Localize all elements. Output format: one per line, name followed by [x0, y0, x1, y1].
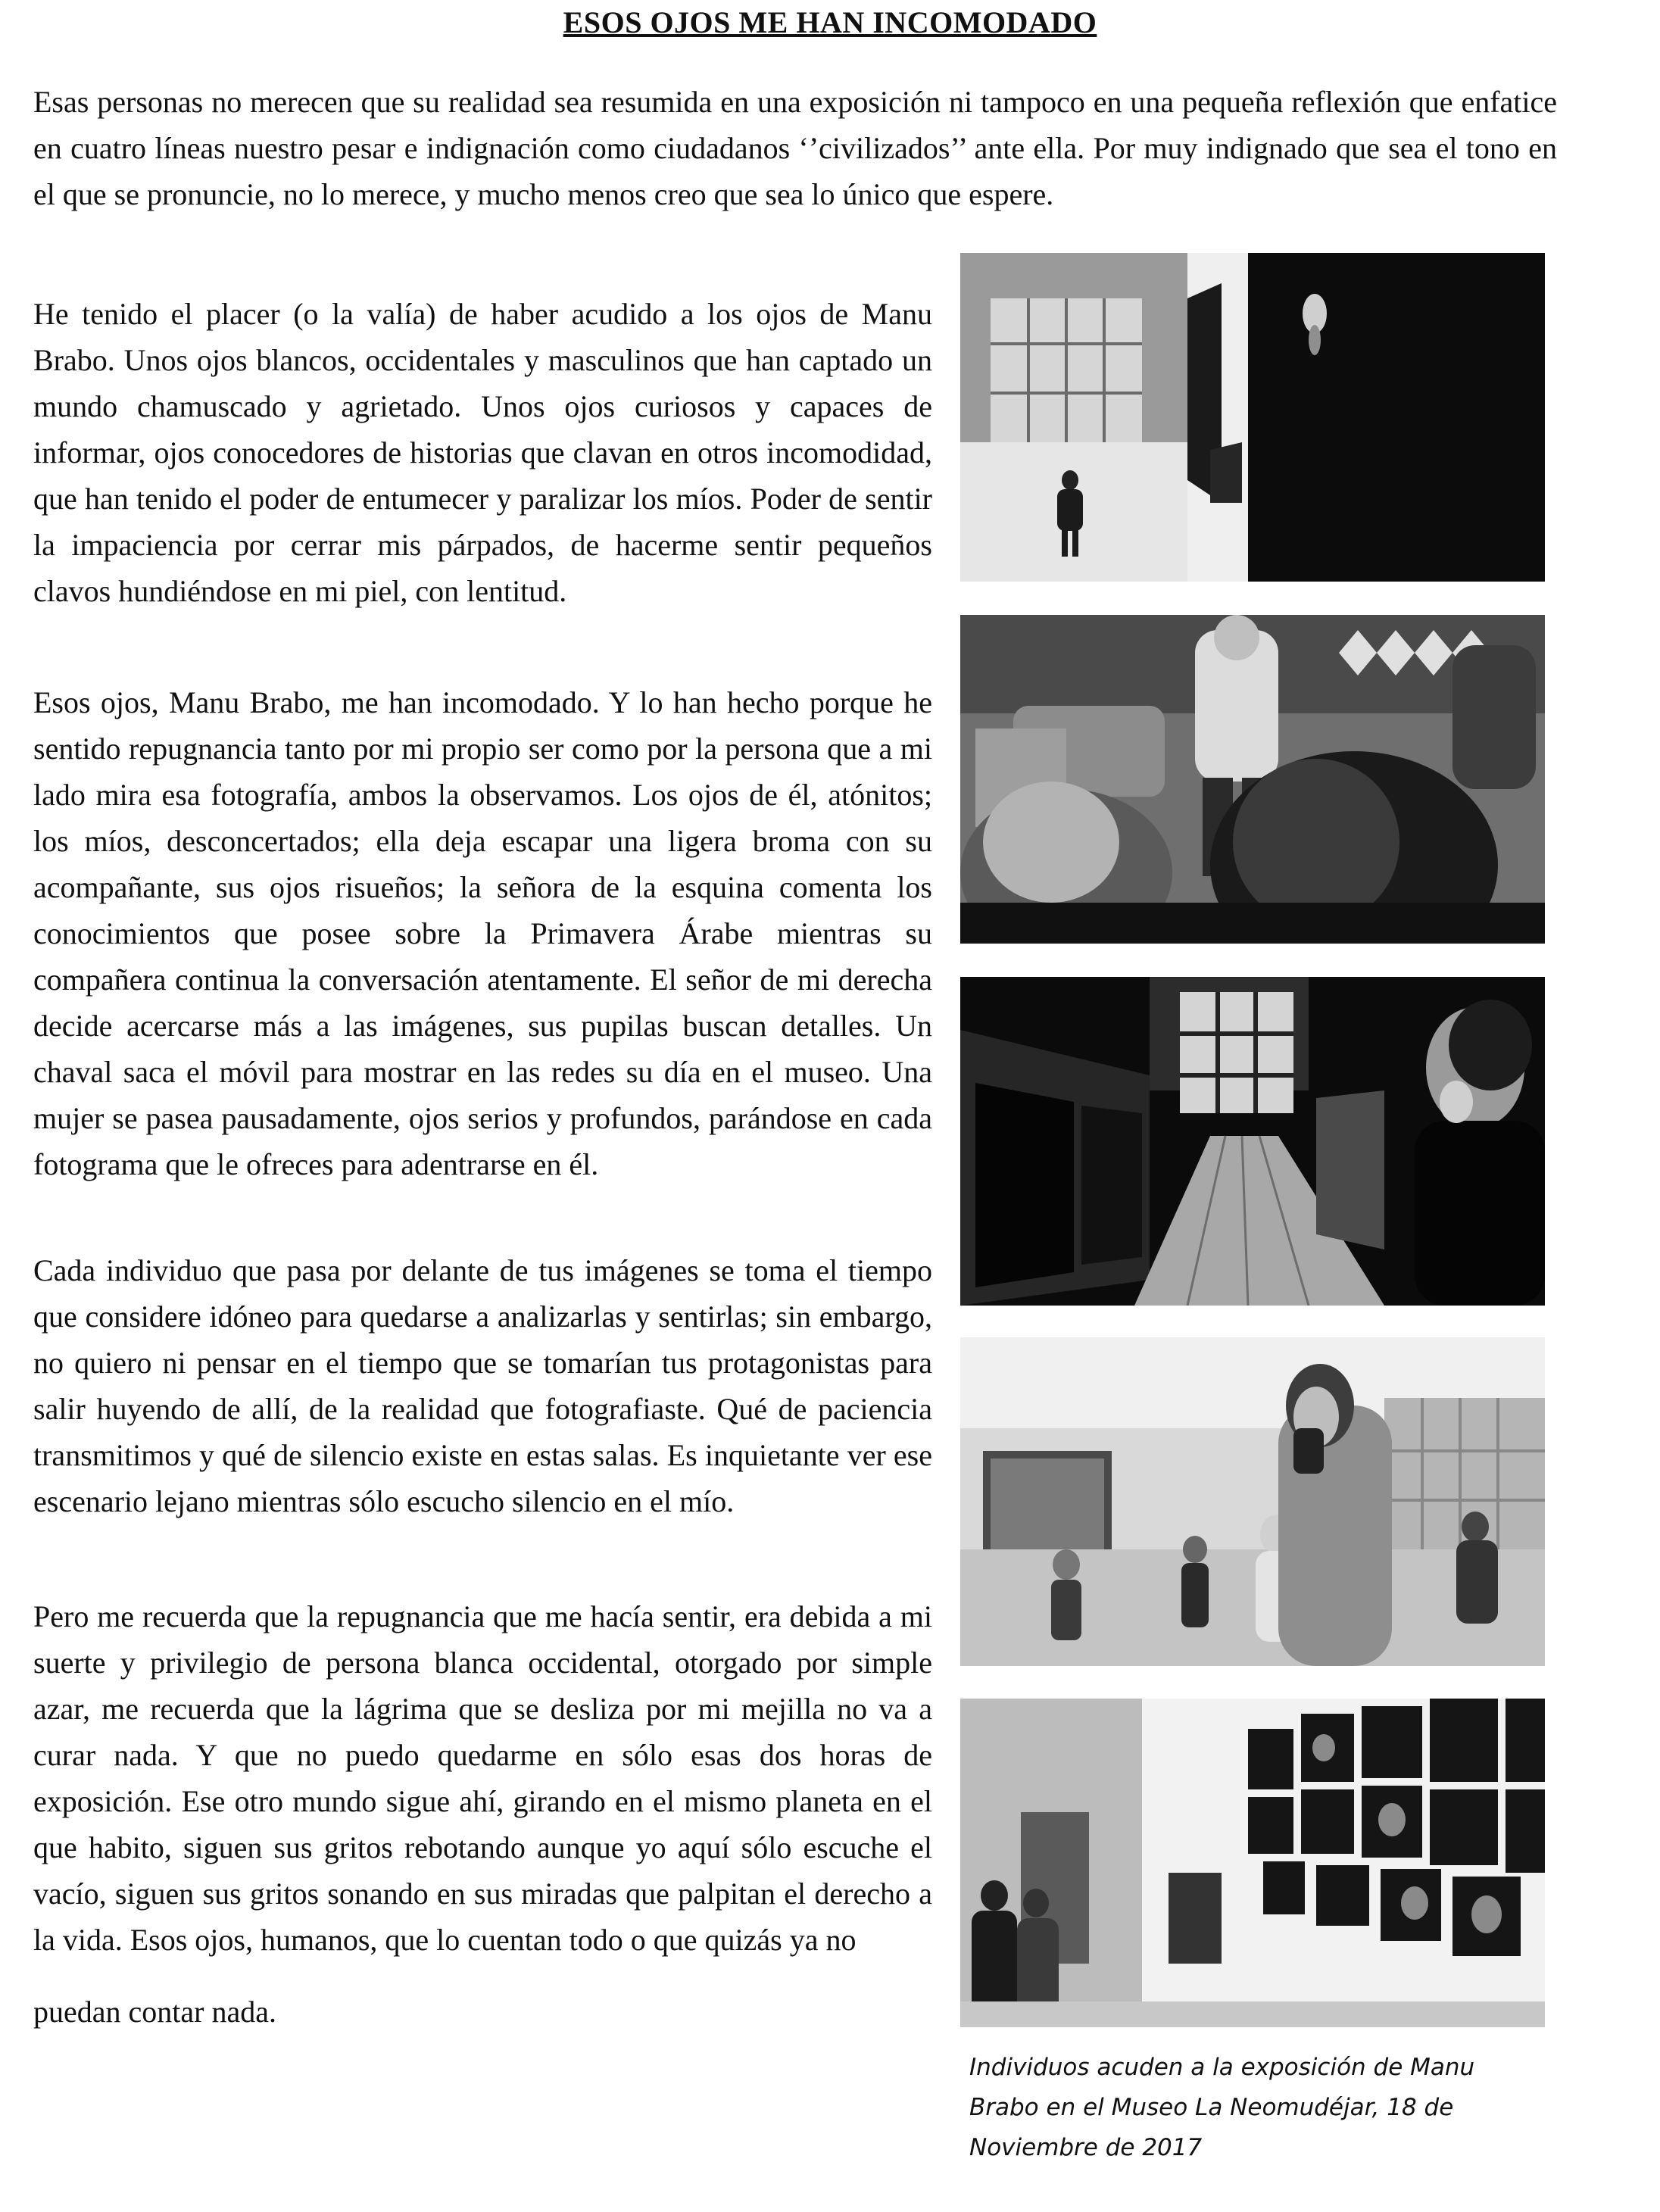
photo-caption: Individuos acuden a la exposición de Manu Brabo en el Museo La Neomudéjar, 18 de Noviembre de 2017 [969, 2054, 1475, 2161]
exhibition-photo-crowd [960, 615, 1545, 944]
exhibition-photo-hall [960, 253, 1545, 582]
paragraph-2: He tenido el placer (o la valía) de haber acudido a los ojos de Manu Brabo. Unos ojos blancos, occidentales y masculinos que han captado un mundo chamuscado y agrietado. Unos ojos curiosos y capaces de informar, ojos conocedores de historias que clavan en otros incomodidad, que han tenido el poder de entumecer y paralizar los míos. Poder de sentir la impaciencia por cerrar mis párpados, de hacerme sentir pequeños clavos hundiéndose en mi piel, con lentitud. [33, 297, 932, 608]
exhibition-photo-corridor [960, 1699, 1545, 2027]
paragraph-3: Esos ojos, Manu Brabo, me han incomodado. Y lo han hecho porque he sentido repugnancia tanto por mi propio ser como por la persona que a mi lado mira esa fotografía, ambos la observamos. Los ojos de él, atónitos; los míos, desconcertados; ella deja escapar una ligera broma con su acompañante, sus ojos risueños; la señora de la esquina comenta los conocimientos que posee sobre la Primavera Árabe mientras su compañera continua la conversación atentamente. El señor de mi derecha decide acercarse más a las imágenes, sus pupilas buscan detalles. Un chaval saca el móvil para mostrar en las redes su día en el museo. Una mujer se pasea pausadamente, ojos serios y profundos, parándose en cada fotograma que le ofreces para adentrarse en él. [33, 685, 932, 1181]
article-title: ESOS OJOS ME HAN INCOMODADO [563, 5, 1097, 39]
paragraph-5-end: puedan contar nada. [33, 1995, 276, 2029]
paragraph-5: Pero me recuerda que la repugnancia que me hacía sentir, era debida a mi suerte y privilegio de persona blanca occidental, otorgado por simple azar, me recuerda que la lágrima que se desliza por mi mejilla no va a curar nada. Y que no puedo quedarme en sólo esas dos horas de exposición. Ese otro mundo sigue ahí, girando en el mismo planeta en el que habito, siguen sus gritos rebotando aunque yo aquí sólo escuche el vacío, siguen sus gritos sonando en sus miradas que palpitan el derecho a la vida. Esos ojos, humanos, que lo cuentan todo o que quizás ya no [33, 1599, 932, 1957]
exhibition-photo-visitors [960, 1337, 1545, 1666]
exhibition-photo-room [960, 977, 1545, 1306]
paragraph-intro: Esas personas no merecen que su realidad sea resumida en una exposición ni tampoco en una pequeña reflexión que enfatice en cuatro líneas nuestro pesar e indignación como ciudadanos ‘’civilizados’’ ante ella. Por muy indignado que sea el tono en el que se pronuncie, no lo merece, y mucho menos creo que sea lo único que espere. [33, 85, 1557, 211]
paragraph-4: Cada individuo que pasa por delante de tus imágenes se toma el tiempo que considere idóneo para quedarse a analizarlas y sentirlas; sin embargo, no quiero ni pensar en el tiempo que se tomarían tus protagonistas para salir huyendo de allí, de la realidad que fotografiaste. Qué de paciencia transmitimos y qué de silencio existe en estas salas. Es inquietante ver ese escenario lejano mientras sólo escucho silencio en el mío. [33, 1253, 932, 1518]
